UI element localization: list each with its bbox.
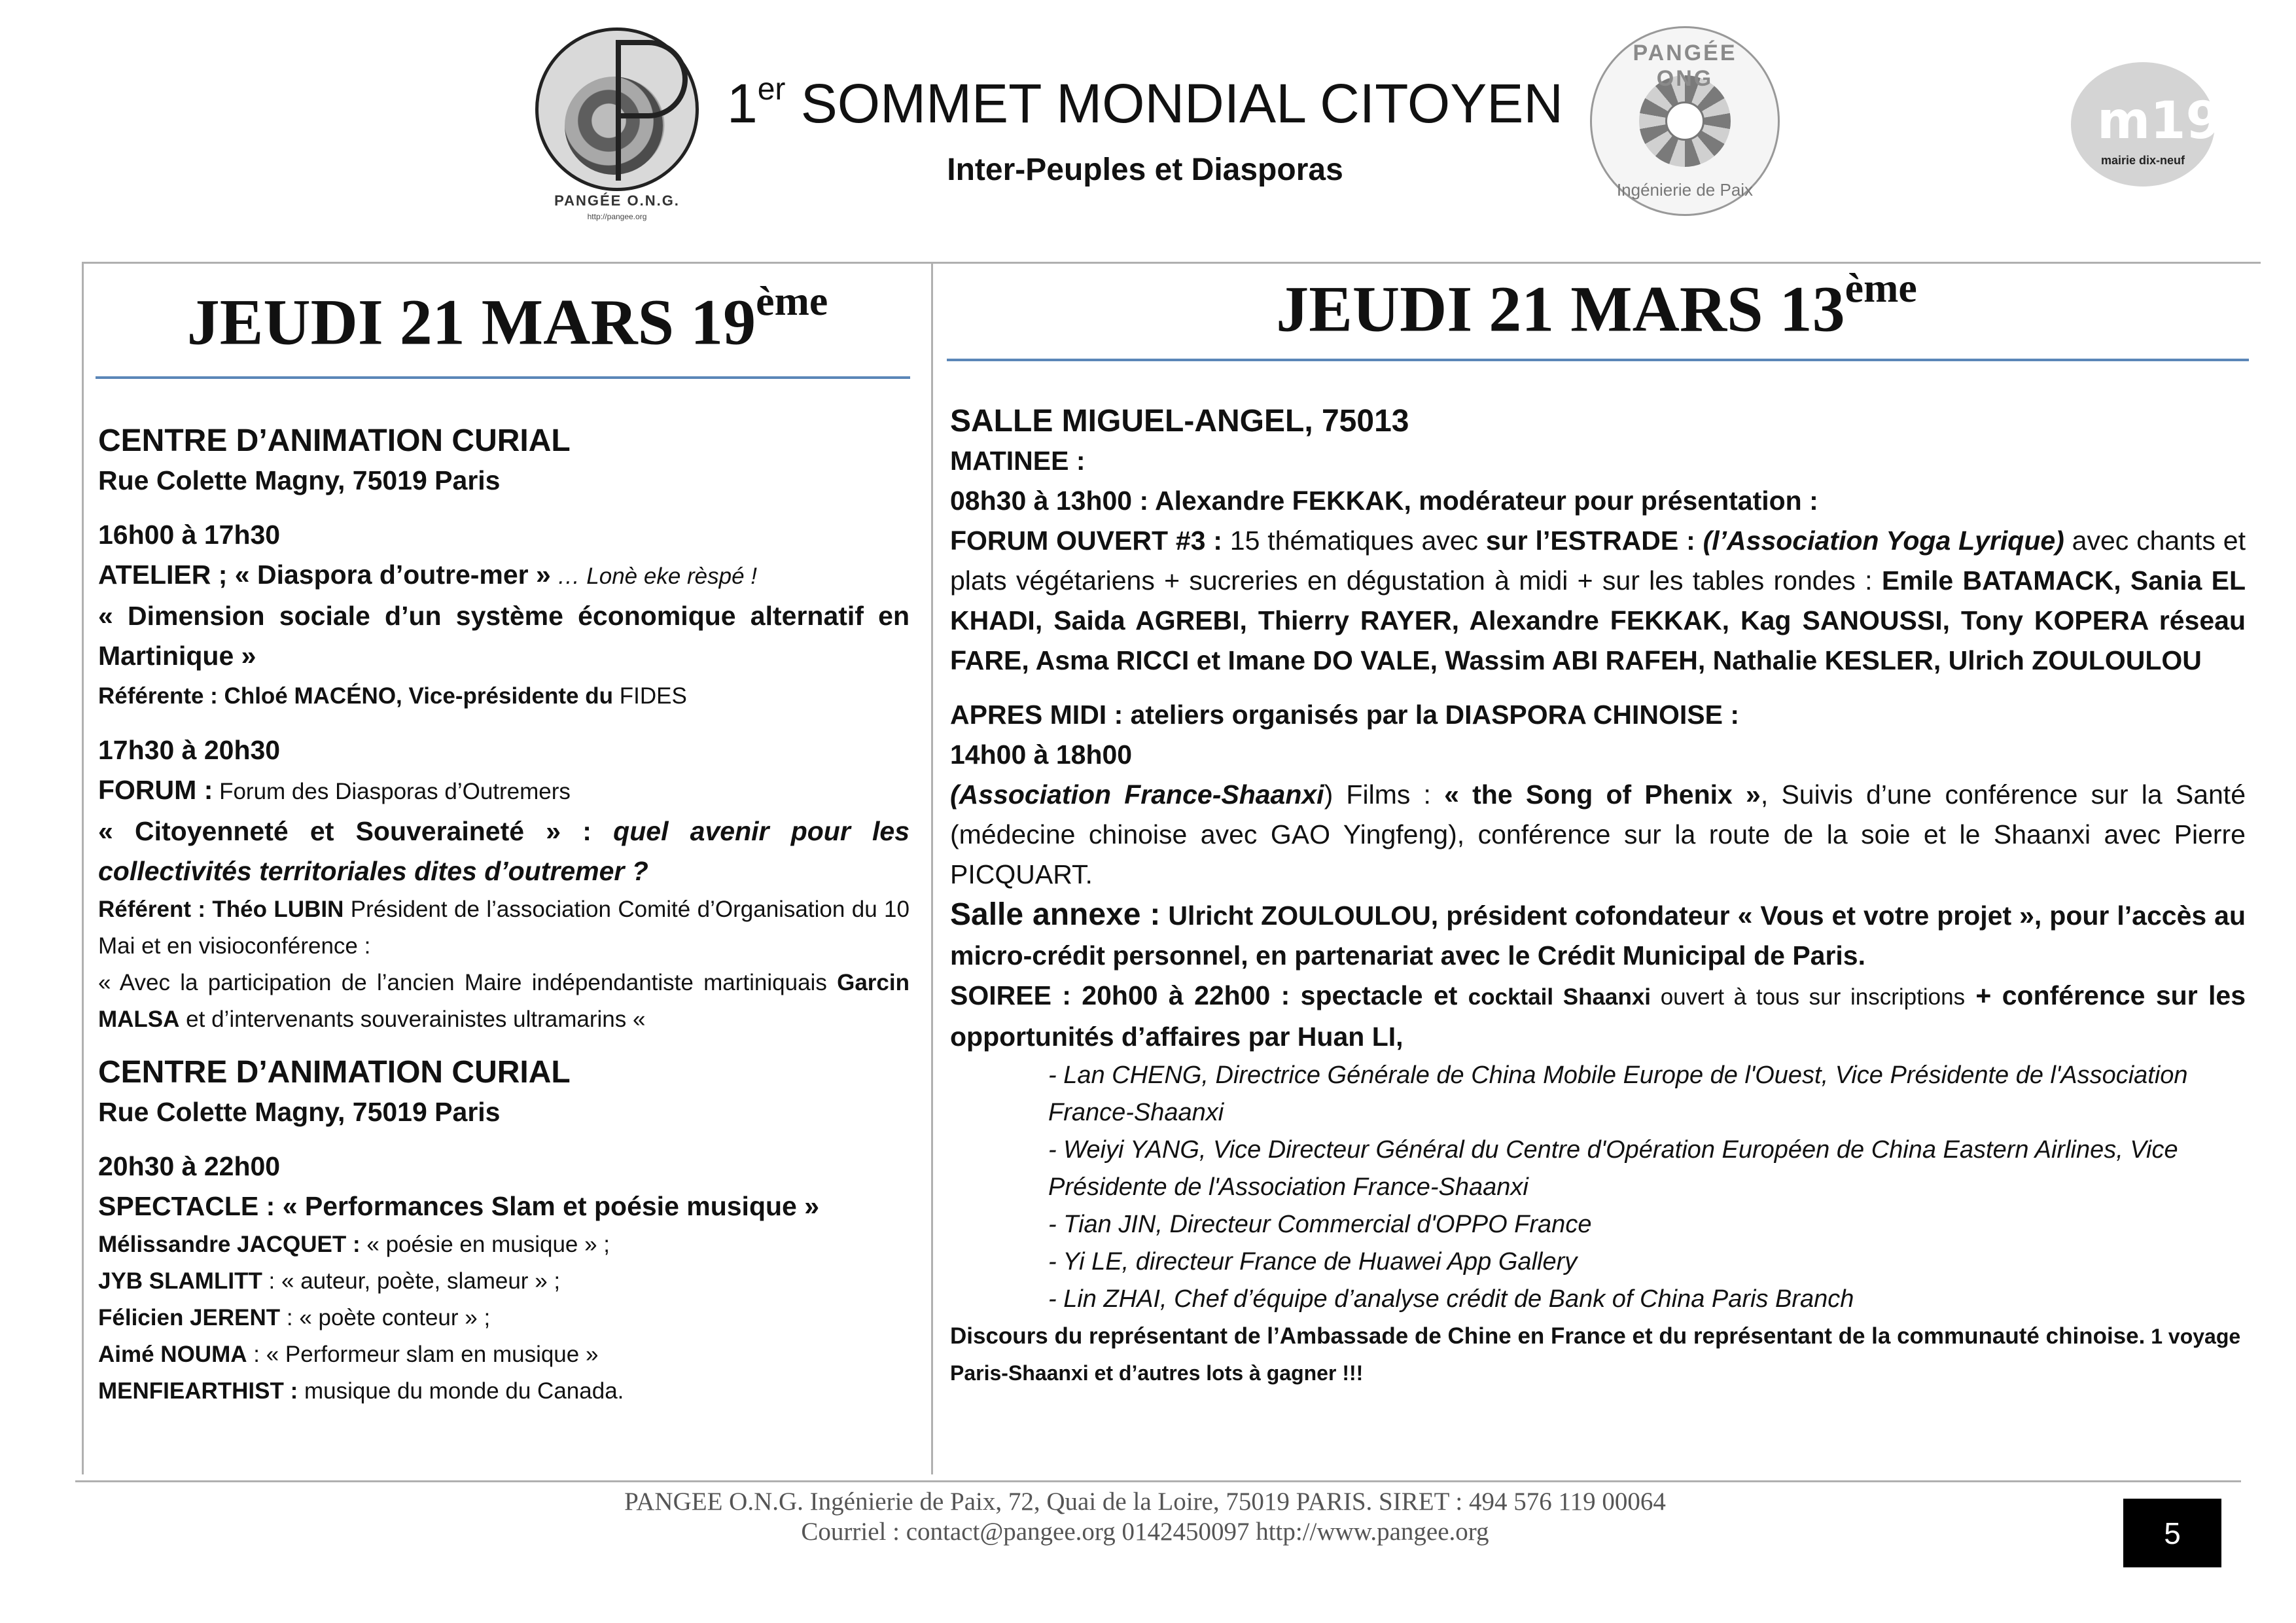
left-column [82,262,933,1474]
session1-time: 16h00 à 17h30 [98,520,281,550]
speaker-5: - Lin ZHAI, Chef d’équipe d’analyse crédit de Bank of China Paris Branch [1048,1285,1854,1313]
footer-address: PANGEE O.N.G. Ingénierie de Paix, 72, Quai de la Loire, 75019 PARIS. SIRET : 494 576 119 00064 [624,1488,1666,1516]
right-column [932,262,2261,1474]
venue2-name: CENTRE D’ANIMATION CURIAL [98,1055,571,1090]
apres-midi-label: APRES MIDI : ateliers organisés par la DIASPORA CHINOISE : [950,700,1739,730]
page-number: 5 [2123,1499,2221,1567]
mairie-caption: mairie dix-neuf [2100,154,2185,167]
pangee-logo-left [529,27,705,224]
performer-2: JYB SLAMLITT : « auteur, poète, slameur » ; [98,1268,561,1294]
session2-forum: FORUM : Forum des Diasporas d’Outremers [98,775,571,805]
session1-title: ATELIER ; « Diaspora d’outre-mer » … Lonè eke rèspé ! [98,560,758,590]
apres-midi-time: 14h00 à 18h00 [950,740,1133,770]
performer-3: Félicien JERENT : « poète conteur » ; [98,1305,491,1330]
footer-rule [75,1480,2241,1482]
session2-theme: « Citoyenneté et Souveraineté » : quel avenir pour les collectivités territoriales dites d’outremer ? [98,816,910,886]
pangee-globe-icon [535,27,699,191]
left-program [98,421,910,1410]
session3-time: 20h30 à 22h00 [98,1151,281,1181]
matinee-label: MATINEE : [950,446,1086,476]
mairie-19-logo [2071,62,2247,187]
page-subtitle: Inter-Peuples et Diasporas [947,152,1343,187]
page-title: 1er SOMMET MONDIAL CITOYEN [726,72,1563,134]
session2-participation: « Avec la participation de l’ancien Maire indépendantiste martiniquais Garcin MALSA et d’intervenants souverainistes ultramarins « [98,970,910,1032]
venue1-name: CENTRE D’ANIMATION CURIAL [98,423,571,458]
venue2-address: Rue Colette Magny, 75019 Paris [98,1097,501,1127]
speaker-1: - Lan CHENG, Directrice Générale de China Mobile Europe de l'Ouest, Vice Présidente de l'Association France-Shaanxi [1048,1061,2188,1126]
closing-speeches: Discours du représentant de l’Ambassade de Chine en France et du représentant de la communauté chinoise. 1 voyage Paris-Shaanxi et d’autres lots à gagner !!! [950,1323,2241,1385]
speaker-3: - Tian JIN, Directeur Commercial d'OPPO France [1048,1211,1592,1238]
left-day-heading: JEUDI 21 MARS 19ème [186,277,828,359]
speaker-2: - Weiyi YANG, Vice Directeur Général du Centre d'Opération Européen de China Eastern Airlines, Vice Présidente de l'Association France-Shaanxi [1048,1136,2178,1201]
right-day-heading: JEUDI 21 MARS 13ème [1276,264,1917,346]
salle-annexe: Salle annexe : Ulricht ZOULOULOU, président cofondateur « Vous et votre projet », pour l’accès au micro-crédit personnel, en partenariat avec le Crédit Municipal de Paris. [950,897,2246,971]
speaker-4: - Yi LE, directeur France de Huawei App Gallery [1048,1248,1578,1275]
session2-time: 17h30 à 20h30 [98,735,281,765]
performer-1: Mélissandre JACQUET : « poésie en musique » ; [98,1232,610,1257]
performer-4: Aimé NOUMA : « Performeur slam en musique » [98,1342,599,1367]
venue1-address: Rue Colette Magny, 75019 Paris [98,465,501,495]
soiree: SOIREE : 20h00 à 22h00 : spectacle et cocktail Shaanxi ouvert à tous sur inscriptions + conférence sur les opportunités d’affaires par Huan LI, [950,980,2246,1052]
footer-contact: Courriel : contact@pangee.org 0142450097 http://www.pangee.org [801,1518,1489,1546]
apres-midi-program: (Association France-Shaanxi) Films : « the Song of Phenix », Suivis d’une conférence sur la Santé (médecine chinoise avec GAO Yingfeng), conférence sur la route de la soie et le Shaanxi avec Pierre PICQUART. [950,779,2246,889]
performer-5: MENFIEARTHIST : musique du monde du Canada. [98,1378,624,1404]
right-heading-rule [947,359,2249,361]
logo-mid-bottom-text: Ingénierie de Paix [1616,180,1754,200]
left-heading-rule [96,376,910,379]
m19-mark: m19° [2097,92,2247,151]
session3-title: SPECTACLE : « Performances Slam et poésie musique » [98,1191,820,1221]
logo-left-name: PANGÉE O.N.G. [554,192,680,209]
logo-mid-top-text: PANGÉE ONG [1633,41,1737,91]
session2-referent: Référent : Théo LUBIN Président de l’association Comité d’Organisation du 10 Mai et en visioconférence : [98,897,910,959]
forum-ouvert: FORUM OUVERT #3 : 15 thématiques avec sur l’ESTRADE : (l’Association Yoga Lyrique) avec chants et plats végétariens + sucreries en dégustation à midi + sur les tables rondes : Emile BATAMACK, Sania EL KHADI, Saida AGREBI, Thierry RAYER, Alexandre FEKKAK, Kag SANOUSSI, Tony KOPERA réseau FARE, Asma RICCI et Imane DO VALE, Wassim ABI RAFEH, Nathalie KESLER, Ulrich ZOULOULOU [950,526,2246,675]
session1-theme: « Dimension sociale d’un système économique alternatif en Martinique » [98,601,910,671]
matinee-time: 08h30 à 13h00 : Alexandre FEKKAK, modérateur pour présentation : [950,486,1818,516]
pangee-ong-logo [1590,26,1780,216]
session1-referent: Référente : Chloé MACÉNO, Vice-présidente du FIDES [98,683,687,709]
right-program [950,401,2246,1391]
right-venue: SALLE MIGUEL-ANGEL, 75013 [950,404,1409,438]
logo-left-url: http://pangee.org [587,212,647,221]
